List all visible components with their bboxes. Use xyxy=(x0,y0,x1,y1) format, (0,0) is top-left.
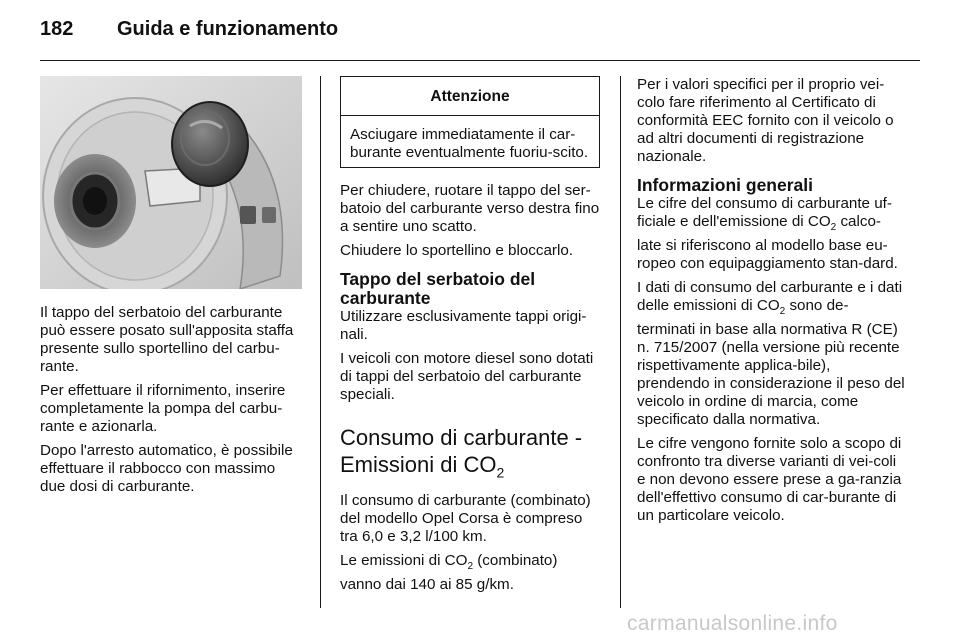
subscript: 2 xyxy=(496,464,505,481)
subscript: 2 xyxy=(779,306,786,318)
subheading-info: Informazioni generali xyxy=(637,175,813,195)
heading-consumo xyxy=(340,424,602,486)
subscript: 2 xyxy=(467,561,474,573)
watermark: carmanualsonline.info xyxy=(627,612,838,635)
paragraph: Per chiudere, ruotare il tappo del ser-batoio del carburante verso destra fino a sentire uno scatto. xyxy=(340,182,600,235)
text-run: (combinato) vanno dai 140 ai 85 g/km. xyxy=(340,552,558,594)
paragraph: Utilizzare esclusivamente tappi origi-nali. xyxy=(340,308,587,343)
paragraph: Dopo l'arresto automatico, è possibile effettuare il rabbocco con massimo due dosi di carburante. xyxy=(40,442,293,495)
paragraph: I veicoli con motore diesel sono dotati di tappi del serbatoio del carburante speciali. xyxy=(340,350,594,403)
column-divider-2 xyxy=(620,76,621,608)
column-3 xyxy=(637,76,905,531)
paragraph: Il tappo del serbatoio del carburante può essere posato sull'apposita staffa presente sullo sportellino del carbu-rante. xyxy=(40,304,294,375)
paragraph: Chiudere lo sportellino e bloccarlo. xyxy=(340,242,574,259)
header-rule xyxy=(40,60,920,61)
paragraph xyxy=(637,195,905,273)
text-run: I dati di consumo del carburante e i dati delle emissioni di CO xyxy=(637,279,903,315)
warning-note xyxy=(340,76,600,168)
subscript: 2 xyxy=(830,222,837,234)
column-1 xyxy=(40,76,302,502)
paragraph: Per effettuare il rifornimento, inserire completamente la pompa del carbu-rante e azionarla. xyxy=(40,382,286,435)
text-run: Le emissioni di CO xyxy=(340,552,468,570)
section-title: Guida e funzionamento xyxy=(117,18,339,40)
text-run: sono de-terminati in base alla normativa R (CE) n. 715/2007 (nella versione più recente rispettivamente applica-bile), prendendo in considerazione il peso del veicolo in ordine di marcia, come specificato dalla normativa. xyxy=(637,297,905,429)
note-title: Attenzione xyxy=(341,77,599,116)
paragraph: Le cifre vengono fornite solo a scopo di confronto tra diverse varianti di vei-coli e non devono essere prese a ga-ranzia dell'effettivo consumo di car-burante di un particolare veicolo. xyxy=(637,435,902,525)
subheading-cap: Tappo del serbatoio del carburante xyxy=(340,269,536,308)
note-body: Asciugare immediatamente il car-burante eventualmente fuoriu-scito. xyxy=(350,126,589,161)
paragraph xyxy=(637,279,905,429)
fuel-filler-cap-photo-icon xyxy=(40,76,302,289)
paragraph: Per i valori specifici per il proprio vei-colo fare riferimento al Certificato di conformità EEC fornito con il veicolo o ad altri documenti di registrazione nazionale. xyxy=(637,76,894,165)
page-number: 182 xyxy=(40,18,74,40)
column-divider-1 xyxy=(320,76,321,608)
heading-text: Consumo di carburante - Emissioni di CO xyxy=(340,425,583,477)
text-run: calco-late si riferiscono al modello base eu-ropeo con equipaggiamento stan-dard. xyxy=(637,213,898,273)
paragraph xyxy=(340,552,602,594)
column-2 xyxy=(340,76,602,600)
paragraph: Il consumo di carburante (combinato) del modello Opel Corsa è compreso tra 6,0 e 3,2 l/100 km. xyxy=(340,492,591,546)
page-header xyxy=(40,18,920,48)
text-run: Le cifre del consumo di carburante uf-ficiale e dell'emissione di CO xyxy=(637,195,892,230)
